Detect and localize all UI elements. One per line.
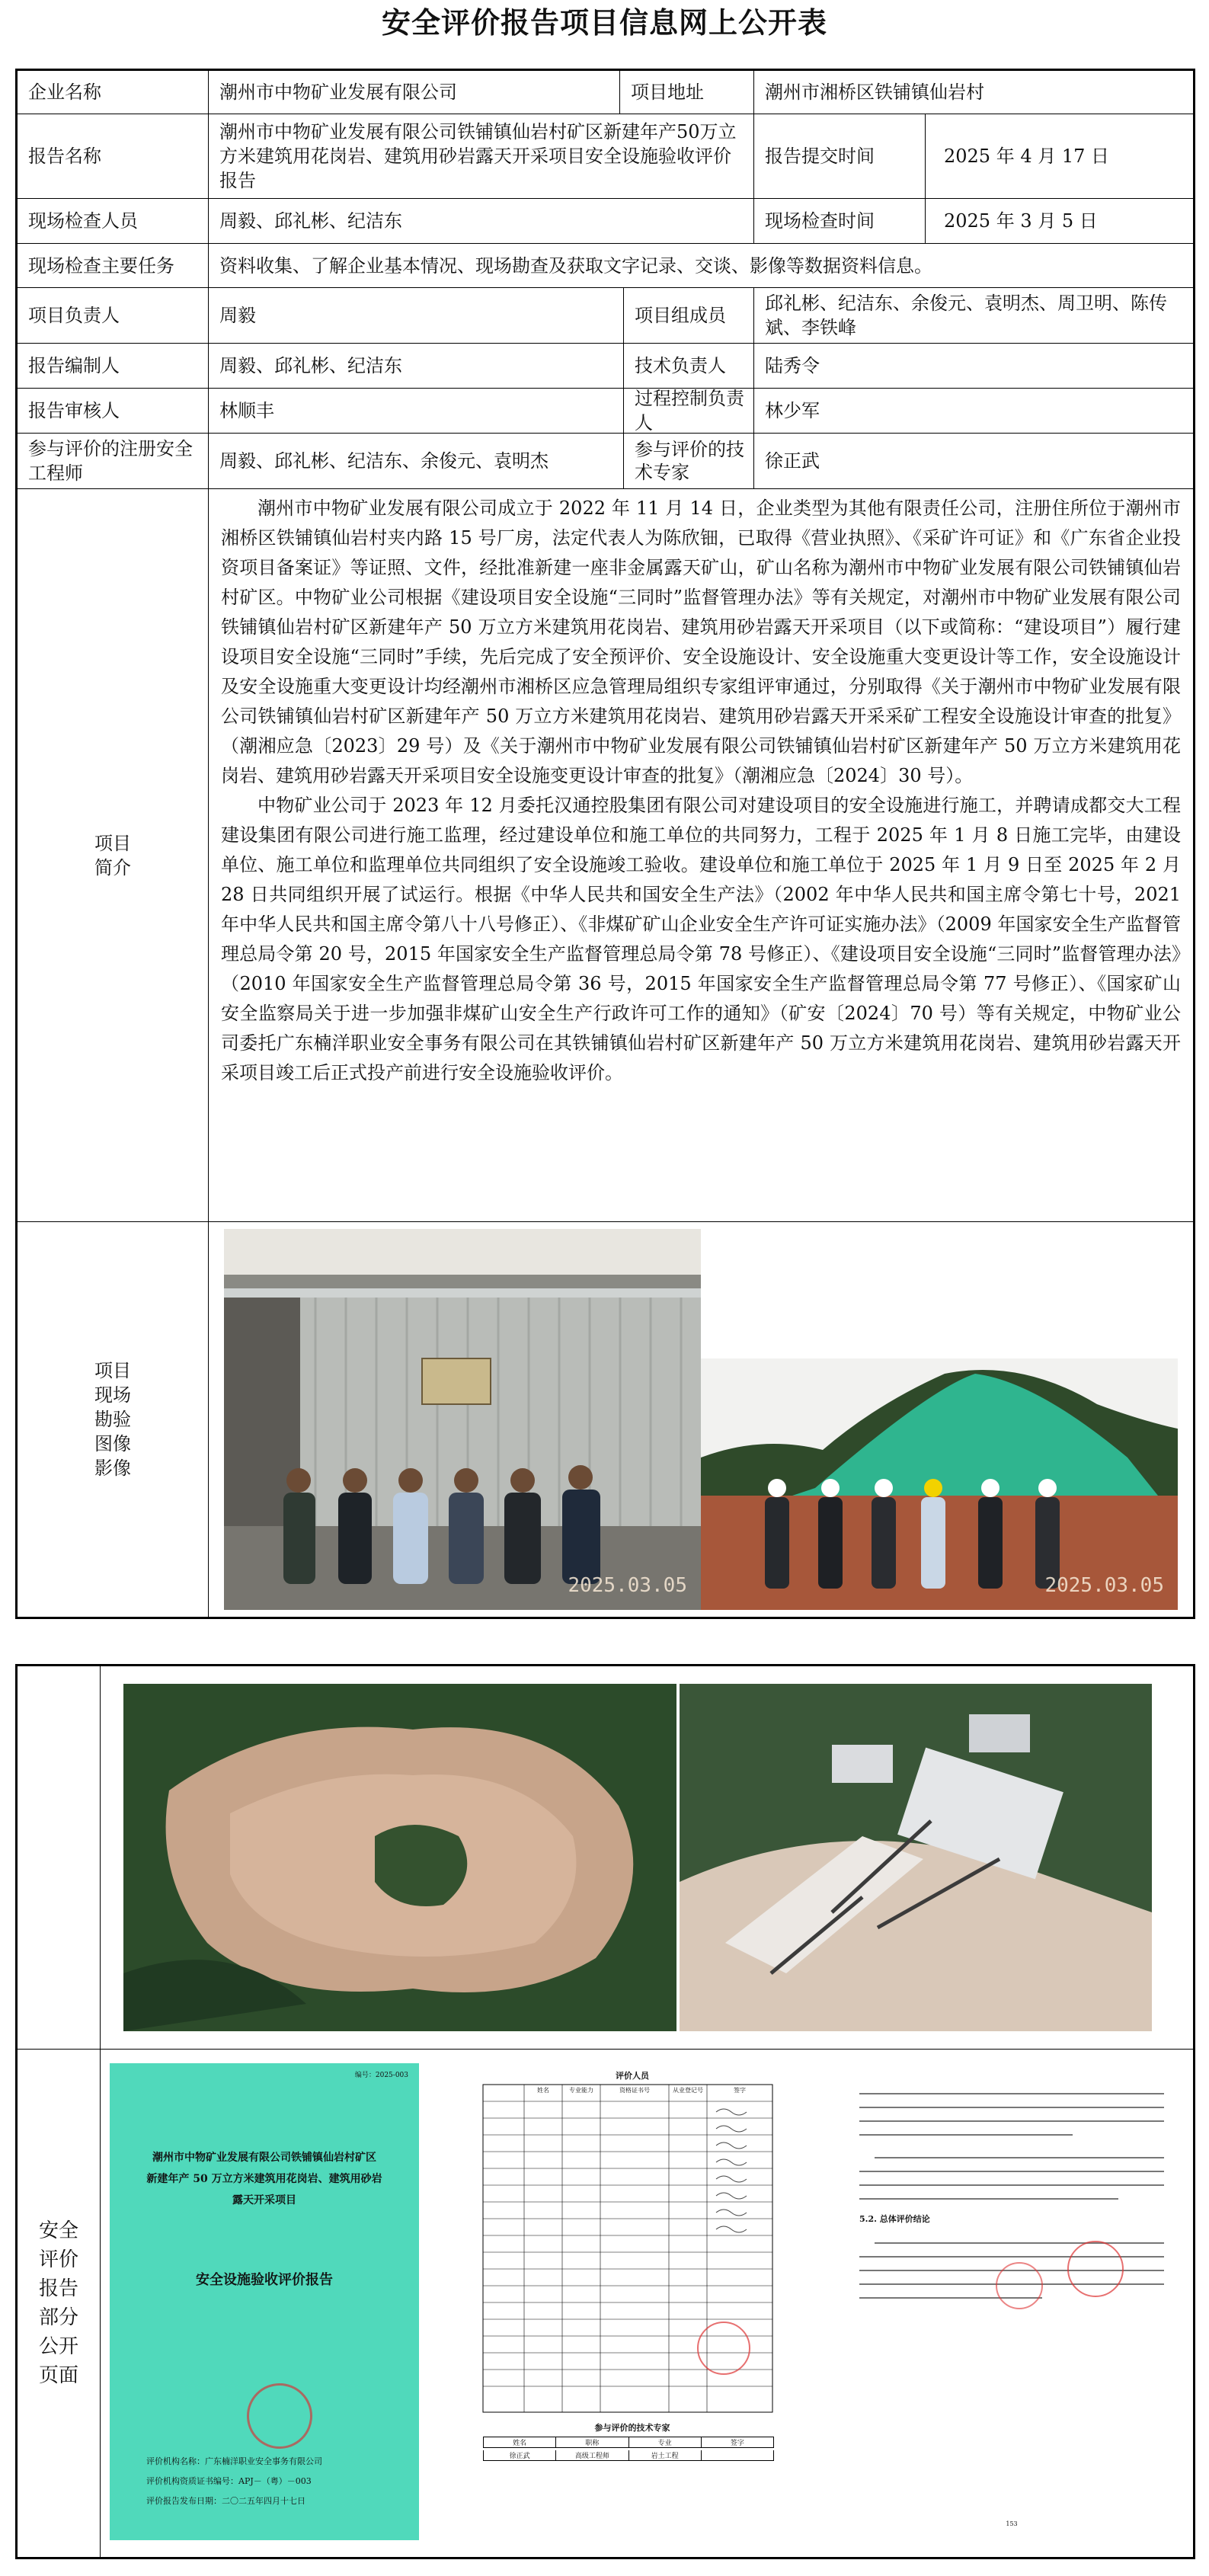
site-images-label-line: 勘验 (94, 1409, 131, 1430)
personnel-header-cell: 专业能力 (569, 2087, 593, 2094)
report-pages-label-line: 页面 (38, 2364, 78, 2387)
site-photo-mine-group (701, 1358, 1178, 1610)
report-pages-label-line: 评价 (38, 2248, 78, 2271)
tasks-value: 资料收集、了解企业基本情况、现场勘查及获取文字记录、交谈、影像等数据资料信息。 (209, 244, 1195, 288)
inspect-time-value: 2025 年 3 月 5 日 (944, 210, 1098, 232)
page-number: 153 (1006, 2520, 1018, 2527)
cover-cert: 评价机构资质证书编号：APJ－（粤）－003 (146, 2476, 312, 2486)
intro-paragraph-2: 中物矿业公司于 2023 年 12 月委托汉通控股集团有限公司对建设项目的安全设施进行施工，并聘请成都交大工程建设集团有限公司进行施工监理，经过建设单位和施工单位的共同努力，工程于 2025 年 1 月 8 日施工完毕，由建设单位、施工单位和监理单位共同组织了安全设施竣工验收。建设单位和施工单位于 2025 年 1 月 9 日至 2025 年 2 月 28 日共同组织开展了试运行。根据《中华人民共和国安全生产法》（2002 年中华人民共和国主席令第七十号，2021 年中华人民共和国主席令第八十八号修正）、《非煤矿矿山企业安全生产许可证实施办法》（2009 年国家安全生产监督管理总局令第 20 号，2015 年国家安全生产监督管理总局令第 78 号修正）、《建设项目安全设施“三同时”监督管理办法》（2010 年国家安全生产监督管理总局令第 36 号，2015 年国家安全生产监督管理总局令第 77 号修正）、《国家矿山安全监察局关于进一步加强非煤矿山安全生产行政许可工作的通知》（矿安〔2024〕70 号）等有关规定，中物矿业公司委托广东楠洋职业安全事务有限公司在其铁铺镇仙岩村矿区新建年产 50 万立方米建筑用花岗岩、建筑用砂岩露天开采项目竣工后正式投产前进行安全设施验收评价。 (221, 795, 1181, 1083)
inspect-time-label: 现场检查时间 (754, 199, 926, 243)
conclusion-text-image (844, 2063, 1179, 2540)
personnel-header-cell: 姓名 (537, 2087, 549, 2094)
report-conclusion-page (844, 2063, 1179, 2540)
personnel-header-cell: 资格证书号 (619, 2087, 650, 2094)
intro-paragraph-1: 潮州市中物矿业发展有限公司成立于 2022 年 11 月 14 日，企业类型为其他有限责任公司，注册住所位于潮州市湘桥区铁铺镇仙岩村夹内路 15 号厂房，法定代表人为陈欣钿，已取得《营业执照》、《采矿许可证》和《广东省企业投资项目备案证》等证照、文件，经批准新建一座非金属露天矿山，矿山名称为潮州市中物矿业发展有限公司铁铺镇仙岩村矿区。中物矿业公司根据《建设项目安全设施“三同时”监督管理办法》等有关规定，对潮州市中物矿业发展有限公司铁铺镇仙岩村矿区新建年产 50 万立方米建筑用花岗岩、建筑用砂岩露天开采项目（以下或简称：“建设项目”）履行建设项目安全设施“三同时”手续，先后完成了安全预评价、安全设施设计、安全设施重大变更设计等工作，安全设施设计及安全设施重大变更设计均经潮州市湘桥区应急管理局组织专家组评审通过，分别取得《关于潮州市中物矿业发展有限公司铁铺镇仙岩村矿区新建年产 50 万立方米建筑用花岗岩、建筑用砂岩露天开采采矿工程安全设施设计审查的批复》（潮湘应急〔2023〕29 号）及《关于潮州市中物矿业发展有限公司铁铺镇仙岩村矿区新建年产 50 万立方米建筑用花岗岩、建筑用砂岩露天开采项目安全设施变更设计审查的批复》（潮湘应急〔2024〕30 号）。 (221, 498, 1181, 786)
experts-value: 徐正武 (754, 434, 1195, 489)
intro-label (17, 489, 209, 1222)
mine-group-image (701, 1358, 1178, 1610)
report-name-label: 报告名称 (17, 114, 209, 199)
intro-label-line: 项目 (94, 832, 131, 854)
experts-header-row (483, 2437, 774, 2448)
personnel-header-row (483, 2086, 772, 2094)
intro-label-line: 简介 (94, 856, 131, 878)
personnel-table-image (480, 2082, 785, 2417)
experts-cell: 高级工程师 (556, 2450, 628, 2460)
tech-lead-value: 陆秀令 (754, 344, 1195, 389)
experts-cell: 岩土工程 (629, 2450, 702, 2460)
cover-number: 编号：2025-003 (354, 2072, 408, 2079)
compilers-label: 报告编制人 (17, 344, 209, 389)
members-label: 项目组成员 (635, 305, 726, 326)
reviewer-label: 报告审核人 (17, 389, 209, 434)
report-personnel-page (480, 2063, 785, 2540)
company-value: 潮州市中物矿业发展有限公司 (209, 70, 620, 114)
cover-date: 评价报告发布日期：二〇二五年四月十七日 (146, 2496, 305, 2506)
tech-lead-label: 技术负责人 (635, 355, 726, 376)
inspectors-label: 现场检查人员 (17, 199, 209, 244)
experts-header-cell: 职称 (556, 2437, 628, 2447)
address-value: 潮州市湘桥区铁铺镇仙岩村 (754, 70, 1195, 114)
address-label: 项目地址 (620, 70, 754, 114)
tasks-label: 现场检查主要任务 (17, 244, 209, 288)
report-pages-label (17, 2050, 101, 2558)
site-images-label-line: 图像 (94, 1433, 131, 1454)
process-lead-label: 过程控制负责人 (635, 388, 744, 434)
cover-org: 评价机构名称：广东楠洋职业安全事务有限公司 (146, 2456, 322, 2466)
experts-title: 参与评价的技术专家 (594, 2423, 670, 2433)
personnel-header-cell: 签字 (734, 2087, 746, 2094)
photo-date-stamp: 2025.03.05 (1044, 1574, 1164, 1597)
experts-header-cell: 姓名 (484, 2437, 556, 2447)
site-images-label-line: 项目 (94, 1360, 131, 1381)
leader-value: 周毅 (209, 288, 624, 343)
cover-seal-icon (247, 2383, 312, 2449)
photo-date-stamp: 2025.03.05 (568, 1574, 687, 1597)
inspectors-value: 周毅、邱礼彬、纪洁东 (209, 199, 754, 244)
submit-time-value: 2025 年 4 月 17 日 (944, 146, 1110, 167)
experts-row (483, 2450, 774, 2461)
aerial-photo-crusher-plant (680, 1684, 1152, 2031)
cover-title: 安全设施验收评价报告 (196, 2272, 333, 2288)
site-images-label-line: 影像 (94, 1458, 131, 1479)
report-name-value: 潮州市中物矿业发展有限公司铁铺镇仙岩村矿区新建年产50万立方米建筑用花岗岩、建筑用砂岩露天开采项目安全设施验收评价报告 (209, 114, 754, 199)
personnel-header-cell: 从业登记号 (673, 2087, 703, 2094)
cover-line: 潮州市中物矿业发展有限公司铁铺镇仙岩村矿区 (152, 2152, 376, 2164)
engineers-value: 周毅、邱礼彬、纪洁东、余俊元、袁明杰 (209, 434, 624, 488)
experts-label: 参与评价的技术专家 (635, 439, 744, 483)
members-value: 邱礼彬、纪洁东、余俊元、袁明杰、周卫明、陈传斌、李铁峰 (754, 288, 1195, 344)
cover-line: 露天开采项目 (232, 2194, 296, 2206)
office-group-image (224, 1229, 701, 1610)
report-pages-label-line: 报告 (38, 2277, 78, 2300)
process-lead-value: 林少军 (754, 389, 1195, 434)
engineers-label: 参与评价的注册安全工程师 (17, 434, 209, 489)
site-photo-office-group (224, 1229, 701, 1610)
site-images-label (17, 1222, 209, 1618)
conclusion-heading: 5.2. 总体评价结论 (859, 2214, 930, 2224)
experts-header-cell: 专业 (629, 2437, 702, 2447)
submit-time-label: 报告提交时间 (754, 114, 926, 198)
company-label: 企业名称 (17, 70, 209, 114)
report-pages-label-line: 公开 (38, 2335, 78, 2358)
aerial-photo-quarry (123, 1684, 676, 2031)
site-images-label-line: 现场 (94, 1384, 131, 1406)
report-cover-page (110, 2063, 419, 2540)
personnel-title: 评价人员 (616, 2071, 649, 2081)
report-pages-table (15, 1664, 1195, 2559)
compilers-value: 周毅、邱礼彬、纪洁东 (209, 344, 624, 388)
report-pages-label-line: 部分 (38, 2306, 78, 2329)
experts-cell (702, 2450, 773, 2460)
reviewer-value: 林顺丰 (209, 389, 624, 433)
leader-label: 项目负责人 (17, 288, 209, 344)
cover-line: 新建年产 50 万立方米建筑用花岗岩、建筑用砂岩 (146, 2173, 382, 2185)
page-title: 安全评价报告项目信息网上公开表 (381, 6, 827, 40)
experts-cell: 徐正武 (484, 2450, 556, 2460)
personnel-header-cell (483, 2086, 524, 2094)
report-pages-label-line: 安全 (38, 2219, 78, 2242)
experts-header-cell: 签字 (730, 2440, 744, 2447)
info-table (15, 69, 1195, 1619)
